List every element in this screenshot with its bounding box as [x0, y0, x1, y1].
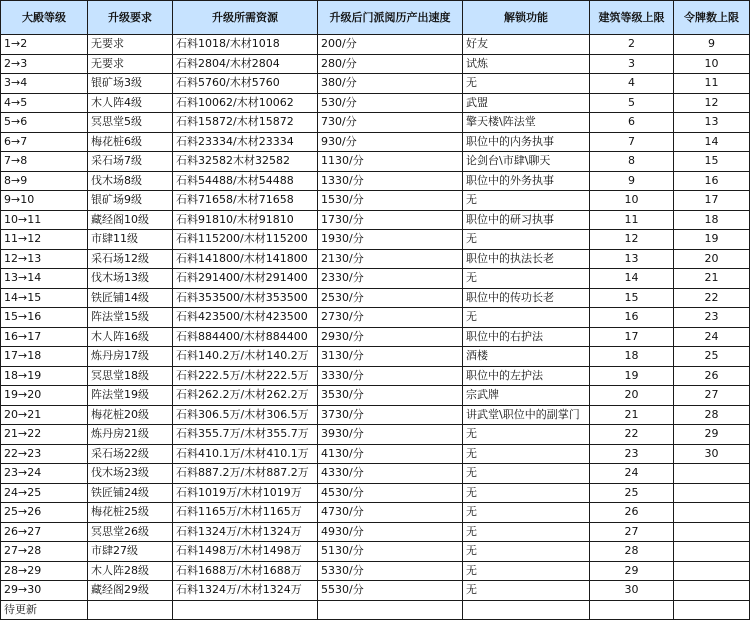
- unlock-cell: 无: [463, 522, 590, 542]
- hall-level-cell: 22→23: [1, 444, 88, 464]
- hall-level-cell: 20→21: [1, 405, 88, 425]
- table-row: [1, 425, 750, 445]
- output-speed-cell: 3530/分: [318, 386, 463, 406]
- unlock-cell: 职位中的研习执事: [463, 210, 590, 230]
- unlock-cell: 无: [463, 269, 590, 289]
- output-speed-cell: 3130/分: [318, 347, 463, 367]
- footer-empty-cell: [463, 600, 590, 620]
- requirement-cell: 冥思堂5级: [88, 113, 173, 133]
- output-speed-cell: 2730/分: [318, 308, 463, 328]
- resources-cell: 石料54488/木材54488: [173, 171, 318, 191]
- table-row: [1, 327, 750, 347]
- resources-cell: 石料423500/木材423500: [173, 308, 318, 328]
- unlock-cell: 职位中的内务执事: [463, 132, 590, 152]
- unlock-cell: 酒楼: [463, 347, 590, 367]
- building-cap-cell: 30: [590, 581, 674, 601]
- resources-cell: 石料10062/木材10062: [173, 93, 318, 113]
- hall-level-cell: 8→9: [1, 171, 88, 191]
- unlock-cell: 职位中的左护法: [463, 366, 590, 386]
- token-cap-cell: 22: [674, 288, 750, 308]
- header-col-token-cap: 令牌数上限: [674, 1, 750, 35]
- resources-cell: 石料1324万/木材1324万: [173, 522, 318, 542]
- unlock-cell: 无: [463, 503, 590, 523]
- requirement-cell: 银矿场9级: [88, 191, 173, 211]
- building-cap-cell: 4: [590, 74, 674, 94]
- header-col-hall-level: 大殿等级: [1, 1, 88, 35]
- resources-cell: 石料5760/木材5760: [173, 74, 318, 94]
- building-cap-cell: 21: [590, 405, 674, 425]
- output-speed-cell: 4930/分: [318, 522, 463, 542]
- resources-cell: 石料140.2万/木材140.2万: [173, 347, 318, 367]
- unlock-cell: 职位中的传功长老: [463, 288, 590, 308]
- footer-empty-cell: [88, 600, 173, 620]
- resources-cell: 石料1165万/木材1165万: [173, 503, 318, 523]
- resources-cell: 石料115200/木材115200: [173, 230, 318, 250]
- output-speed-cell: 200/分: [318, 35, 463, 55]
- building-cap-cell: 16: [590, 308, 674, 328]
- unlock-cell: 武盟: [463, 93, 590, 113]
- hall-level-cell: 26→27: [1, 522, 88, 542]
- output-speed-cell: 380/分: [318, 74, 463, 94]
- footer-empty-cell: [173, 600, 318, 620]
- token-cap-cell: [674, 581, 750, 601]
- hall-level-cell: 6→7: [1, 132, 88, 152]
- unlock-cell: 无: [463, 542, 590, 562]
- token-cap-cell: 25: [674, 347, 750, 367]
- table-row: [1, 366, 750, 386]
- requirement-cell: 市肆27级: [88, 542, 173, 562]
- output-speed-cell: 4130/分: [318, 444, 463, 464]
- resources-cell: 石料71658/木材71658: [173, 191, 318, 211]
- unlock-cell: 讲武堂\职位中的副掌门: [463, 405, 590, 425]
- unlock-cell: 好友: [463, 35, 590, 55]
- table-row: [1, 561, 750, 581]
- token-cap-cell: 11: [674, 74, 750, 94]
- output-speed-cell: 930/分: [318, 132, 463, 152]
- table-row: [1, 210, 750, 230]
- building-cap-cell: 24: [590, 464, 674, 484]
- requirement-cell: 无要求: [88, 35, 173, 55]
- table-body: [1, 35, 750, 620]
- output-speed-cell: 4730/分: [318, 503, 463, 523]
- token-cap-cell: 17: [674, 191, 750, 211]
- table-row: [1, 152, 750, 172]
- output-speed-cell: 3330/分: [318, 366, 463, 386]
- building-cap-cell: 25: [590, 483, 674, 503]
- requirement-cell: 伐木场8级: [88, 171, 173, 191]
- hall-level-cell: 14→15: [1, 288, 88, 308]
- table-row: [1, 171, 750, 191]
- requirement-cell: 木人阵16级: [88, 327, 173, 347]
- hall-level-cell: 24→25: [1, 483, 88, 503]
- building-cap-cell: 6: [590, 113, 674, 133]
- resources-cell: 石料1498万/木材1498万: [173, 542, 318, 562]
- token-cap-cell: 24: [674, 327, 750, 347]
- resources-cell: 石料262.2万/木材262.2万: [173, 386, 318, 406]
- token-cap-cell: 28: [674, 405, 750, 425]
- table-row: [1, 483, 750, 503]
- table-row: [1, 74, 750, 94]
- header-row: [1, 1, 750, 35]
- requirement-cell: 梅花桩25级: [88, 503, 173, 523]
- table-row: [1, 503, 750, 523]
- footer-empty-cell: [674, 600, 750, 620]
- building-cap-cell: 3: [590, 54, 674, 74]
- resources-cell: 石料306.5万/木材306.5万: [173, 405, 318, 425]
- building-cap-cell: 2: [590, 35, 674, 55]
- table-row: [1, 542, 750, 562]
- requirement-cell: 木人阵4级: [88, 93, 173, 113]
- token-cap-cell: [674, 483, 750, 503]
- table-row: [1, 522, 750, 542]
- building-cap-cell: 11: [590, 210, 674, 230]
- hall-level-cell: 7→8: [1, 152, 88, 172]
- resources-cell: 石料32582木材32582: [173, 152, 318, 172]
- requirement-cell: 梅花桩6级: [88, 132, 173, 152]
- output-speed-cell: 1130/分: [318, 152, 463, 172]
- requirement-cell: 采石场22级: [88, 444, 173, 464]
- table-row: [1, 93, 750, 113]
- requirement-cell: 冥思堂26级: [88, 522, 173, 542]
- resources-cell: 石料2804/木材2804: [173, 54, 318, 74]
- footer-empty-cell: [318, 600, 463, 620]
- table-row: [1, 132, 750, 152]
- hall-level-cell: 21→22: [1, 425, 88, 445]
- hall-level-cell: 9→10: [1, 191, 88, 211]
- unlock-cell: 无: [463, 483, 590, 503]
- unlock-cell: 宗武牌: [463, 386, 590, 406]
- resources-cell: 石料291400/木材291400: [173, 269, 318, 289]
- unlock-cell: 无: [463, 74, 590, 94]
- building-cap-cell: 22: [590, 425, 674, 445]
- building-cap-cell: 29: [590, 561, 674, 581]
- hall-level-cell: 19→20: [1, 386, 88, 406]
- building-cap-cell: 17: [590, 327, 674, 347]
- requirement-cell: 无要求: [88, 54, 173, 74]
- unlock-cell: 无: [463, 230, 590, 250]
- hall-level-cell: 1→2: [1, 35, 88, 55]
- token-cap-cell: 10: [674, 54, 750, 74]
- resources-cell: 石料355.7万/木材355.7万: [173, 425, 318, 445]
- resources-cell: 石料884400/木材884400: [173, 327, 318, 347]
- output-speed-cell: 2930/分: [318, 327, 463, 347]
- output-speed-cell: 1530/分: [318, 191, 463, 211]
- building-cap-cell: 5: [590, 93, 674, 113]
- output-speed-cell: 280/分: [318, 54, 463, 74]
- unlock-cell: 无: [463, 444, 590, 464]
- resources-cell: 石料222.5万/木材222.5万: [173, 366, 318, 386]
- token-cap-cell: 27: [674, 386, 750, 406]
- token-cap-cell: 9: [674, 35, 750, 55]
- token-cap-cell: 30: [674, 444, 750, 464]
- hall-level-cell: 23→24: [1, 464, 88, 484]
- unlock-cell: 职位中的外务执事: [463, 171, 590, 191]
- output-speed-cell: 4330/分: [318, 464, 463, 484]
- table-row: [1, 35, 750, 55]
- hall-level-cell: 4→5: [1, 93, 88, 113]
- token-cap-cell: 12: [674, 93, 750, 113]
- header-col-resources: 升级所需资源: [173, 1, 318, 35]
- requirement-cell: 采石场7级: [88, 152, 173, 172]
- unlock-cell: 职位中的执法长老: [463, 249, 590, 269]
- hall-level-cell: 16→17: [1, 327, 88, 347]
- output-speed-cell: 2130/分: [318, 249, 463, 269]
- token-cap-cell: 15: [674, 152, 750, 172]
- token-cap-cell: [674, 561, 750, 581]
- hall-level-cell: 13→14: [1, 269, 88, 289]
- hall-level-cell: 29→30: [1, 581, 88, 601]
- unlock-cell: 擎天楼\阵法堂: [463, 113, 590, 133]
- requirement-cell: 梅花桩20级: [88, 405, 173, 425]
- hall-level-cell: 15→16: [1, 308, 88, 328]
- hall-level-cell: 2→3: [1, 54, 88, 74]
- building-cap-cell: 14: [590, 269, 674, 289]
- requirement-cell: 铁匠铺14级: [88, 288, 173, 308]
- requirement-cell: 铁匠铺24级: [88, 483, 173, 503]
- token-cap-cell: [674, 522, 750, 542]
- output-speed-cell: 3730/分: [318, 405, 463, 425]
- requirement-cell: 炼丹房17级: [88, 347, 173, 367]
- requirement-cell: 银矿场3级: [88, 74, 173, 94]
- table-row: [1, 444, 750, 464]
- requirement-cell: 阵法堂15级: [88, 308, 173, 328]
- building-cap-cell: 27: [590, 522, 674, 542]
- hall-level-cell: 27→28: [1, 542, 88, 562]
- hall-level-cell: 18→19: [1, 366, 88, 386]
- token-cap-cell: 26: [674, 366, 750, 386]
- resources-cell: 石料887.2万/木材887.2万: [173, 464, 318, 484]
- token-cap-cell: 23: [674, 308, 750, 328]
- output-speed-cell: 3930/分: [318, 425, 463, 445]
- token-cap-cell: 14: [674, 132, 750, 152]
- building-cap-cell: 19: [590, 366, 674, 386]
- output-speed-cell: 5530/分: [318, 581, 463, 601]
- building-cap-cell: 15: [590, 288, 674, 308]
- building-cap-cell: 9: [590, 171, 674, 191]
- token-cap-cell: 20: [674, 249, 750, 269]
- resources-cell: 石料1688万/木材1688万: [173, 561, 318, 581]
- building-cap-cell: 23: [590, 444, 674, 464]
- building-cap-cell: 26: [590, 503, 674, 523]
- building-cap-cell: 28: [590, 542, 674, 562]
- token-cap-cell: [674, 542, 750, 562]
- footer-note: 待更新: [1, 600, 88, 620]
- table-row: [1, 308, 750, 328]
- table-row: [1, 269, 750, 289]
- output-speed-cell: 2530/分: [318, 288, 463, 308]
- output-speed-cell: 4530/分: [318, 483, 463, 503]
- building-cap-cell: 18: [590, 347, 674, 367]
- resources-cell: 石料141800/木材141800: [173, 249, 318, 269]
- output-speed-cell: 5130/分: [318, 542, 463, 562]
- unlock-cell: 无: [463, 191, 590, 211]
- table-row: [1, 464, 750, 484]
- hall-level-cell: 17→18: [1, 347, 88, 367]
- token-cap-cell: [674, 464, 750, 484]
- table-row: [1, 191, 750, 211]
- token-cap-cell: 19: [674, 230, 750, 250]
- output-speed-cell: 2330/分: [318, 269, 463, 289]
- table-row: [1, 230, 750, 250]
- building-cap-cell: 7: [590, 132, 674, 152]
- building-cap-cell: 8: [590, 152, 674, 172]
- output-speed-cell: 5330/分: [318, 561, 463, 581]
- hall-level-cell: 25→26: [1, 503, 88, 523]
- requirement-cell: 冥思堂18级: [88, 366, 173, 386]
- resources-cell: 石料1018/木材1018: [173, 35, 318, 55]
- requirement-cell: 藏经阁10级: [88, 210, 173, 230]
- output-speed-cell: 730/分: [318, 113, 463, 133]
- hall-level-cell: 12→13: [1, 249, 88, 269]
- unlock-cell: 职位中的右护法: [463, 327, 590, 347]
- requirement-cell: 藏经阁29级: [88, 581, 173, 601]
- token-cap-cell: [674, 503, 750, 523]
- resources-cell: 石料1324万/木材1324万: [173, 581, 318, 601]
- unlock-cell: 无: [463, 561, 590, 581]
- requirement-cell: 炼丹房21级: [88, 425, 173, 445]
- header-col-output-speed: 升级后门派阅历产出速度: [318, 1, 463, 35]
- footer-empty-cell: [590, 600, 674, 620]
- output-speed-cell: 1930/分: [318, 230, 463, 250]
- token-cap-cell: 18: [674, 210, 750, 230]
- hall-level-cell: 10→11: [1, 210, 88, 230]
- requirement-cell: 伐木场23级: [88, 464, 173, 484]
- header-col-unlock: 解锁功能: [463, 1, 590, 35]
- building-cap-cell: 13: [590, 249, 674, 269]
- token-cap-cell: 21: [674, 269, 750, 289]
- header-col-requirement: 升级要求: [88, 1, 173, 35]
- token-cap-cell: 13: [674, 113, 750, 133]
- output-speed-cell: 1730/分: [318, 210, 463, 230]
- resources-cell: 石料353500/木材353500: [173, 288, 318, 308]
- hall-level-cell: 5→6: [1, 113, 88, 133]
- unlock-cell: 无: [463, 464, 590, 484]
- resources-cell: 石料23334/木材23334: [173, 132, 318, 152]
- resources-cell: 石料15872/木材15872: [173, 113, 318, 133]
- footer-row: [1, 600, 750, 620]
- resources-cell: 石料91810/木材91810: [173, 210, 318, 230]
- table-row: [1, 54, 750, 74]
- table-row: [1, 288, 750, 308]
- resources-cell: 石料1019万/木材1019万: [173, 483, 318, 503]
- requirement-cell: 阵法堂19级: [88, 386, 173, 406]
- table-row: [1, 113, 750, 133]
- table-row: [1, 249, 750, 269]
- building-cap-cell: 10: [590, 191, 674, 211]
- token-cap-cell: 16: [674, 171, 750, 191]
- table-row: [1, 347, 750, 367]
- building-cap-cell: 12: [590, 230, 674, 250]
- unlock-cell: 试炼: [463, 54, 590, 74]
- hall-level-cell: 11→12: [1, 230, 88, 250]
- requirement-cell: 市肆11级: [88, 230, 173, 250]
- hall-level-cell: 3→4: [1, 74, 88, 94]
- resources-cell: 石料410.1万/木材410.1万: [173, 444, 318, 464]
- token-cap-cell: 29: [674, 425, 750, 445]
- unlock-cell: 无: [463, 581, 590, 601]
- building-cap-cell: 20: [590, 386, 674, 406]
- requirement-cell: 采石场12级: [88, 249, 173, 269]
- requirement-cell: 伐木场13级: [88, 269, 173, 289]
- header-col-building-cap: 建筑等级上限: [590, 1, 674, 35]
- unlock-cell: 无: [463, 425, 590, 445]
- table-row: [1, 386, 750, 406]
- unlock-cell: 论剑台\市肆\聊天: [463, 152, 590, 172]
- hall-level-cell: 28→29: [1, 561, 88, 581]
- table-row: [1, 581, 750, 601]
- output-speed-cell: 530/分: [318, 93, 463, 113]
- table-row: [1, 405, 750, 425]
- requirement-cell: 木人阵28级: [88, 561, 173, 581]
- unlock-cell: 无: [463, 308, 590, 328]
- output-speed-cell: 1330/分: [318, 171, 463, 191]
